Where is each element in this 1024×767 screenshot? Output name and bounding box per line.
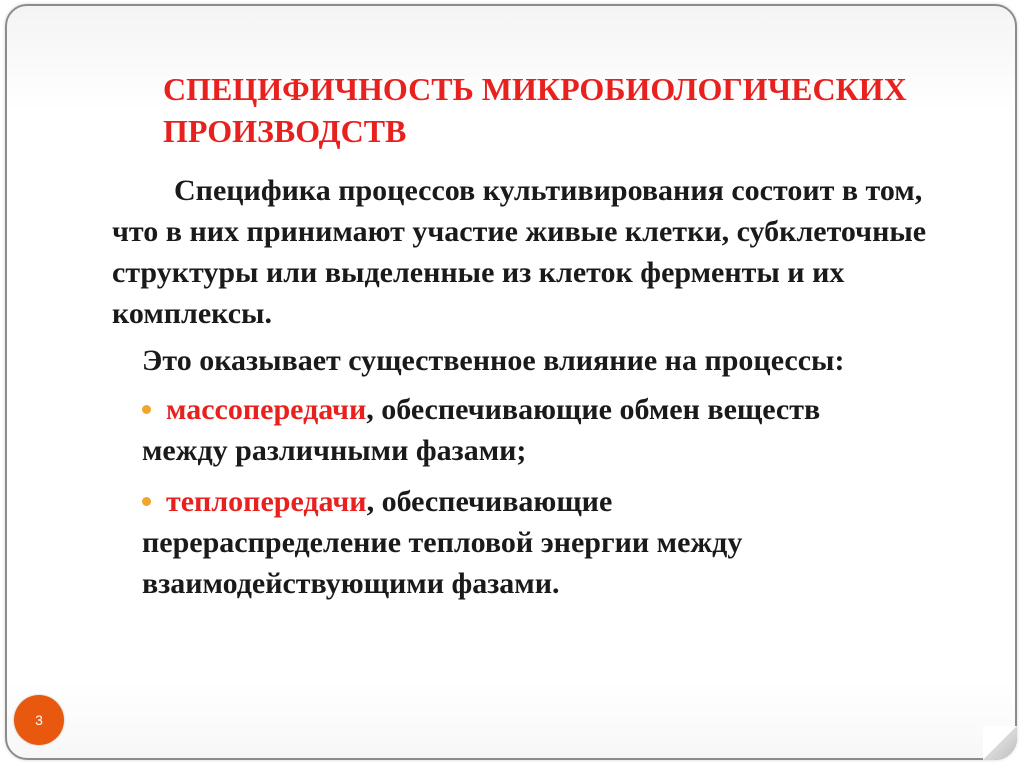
bullet-first-line [142,481,972,522]
round-bullet-icon [142,497,151,506]
bullet-continuation: перераспределение тепловой энергии между взаимодействующими фазами. [142,526,743,600]
bullet-first-line-rest: , обеспечивающие [366,485,613,518]
slide-number: 3 [35,712,43,728]
bullet-first-line-rest: , обеспечивающие обмен веществ [366,393,821,426]
bullet-item-heat-transfer [142,481,972,604]
slide-number-badge [14,695,64,745]
bullet-term: массопередачи [166,393,367,426]
bullet-continuation: между различными фазами; [142,434,527,467]
intro-paragraph: Специфика процессов культивирования состоит в том, что в них принимают участие живые клетки, субклеточные структуры или выделенные из клеток ферменты и их комплексы. [112,174,927,330]
round-bullet-icon [142,405,151,414]
bullet-term: теплопередачи [166,485,367,518]
slide-title: СПЕЦИФИЧНОСТЬ МИКРОБИОЛОГИЧЕСКИХ ПРОИЗВОДСТВ [163,71,907,149]
page-fold-corner [983,726,1017,760]
slide-body [112,170,972,604]
bullet-first-line [142,389,972,430]
bullet-item-mass-transfer [142,389,972,471]
lead-in-text: Это оказывает существенное влияние на процессы: [142,344,845,377]
